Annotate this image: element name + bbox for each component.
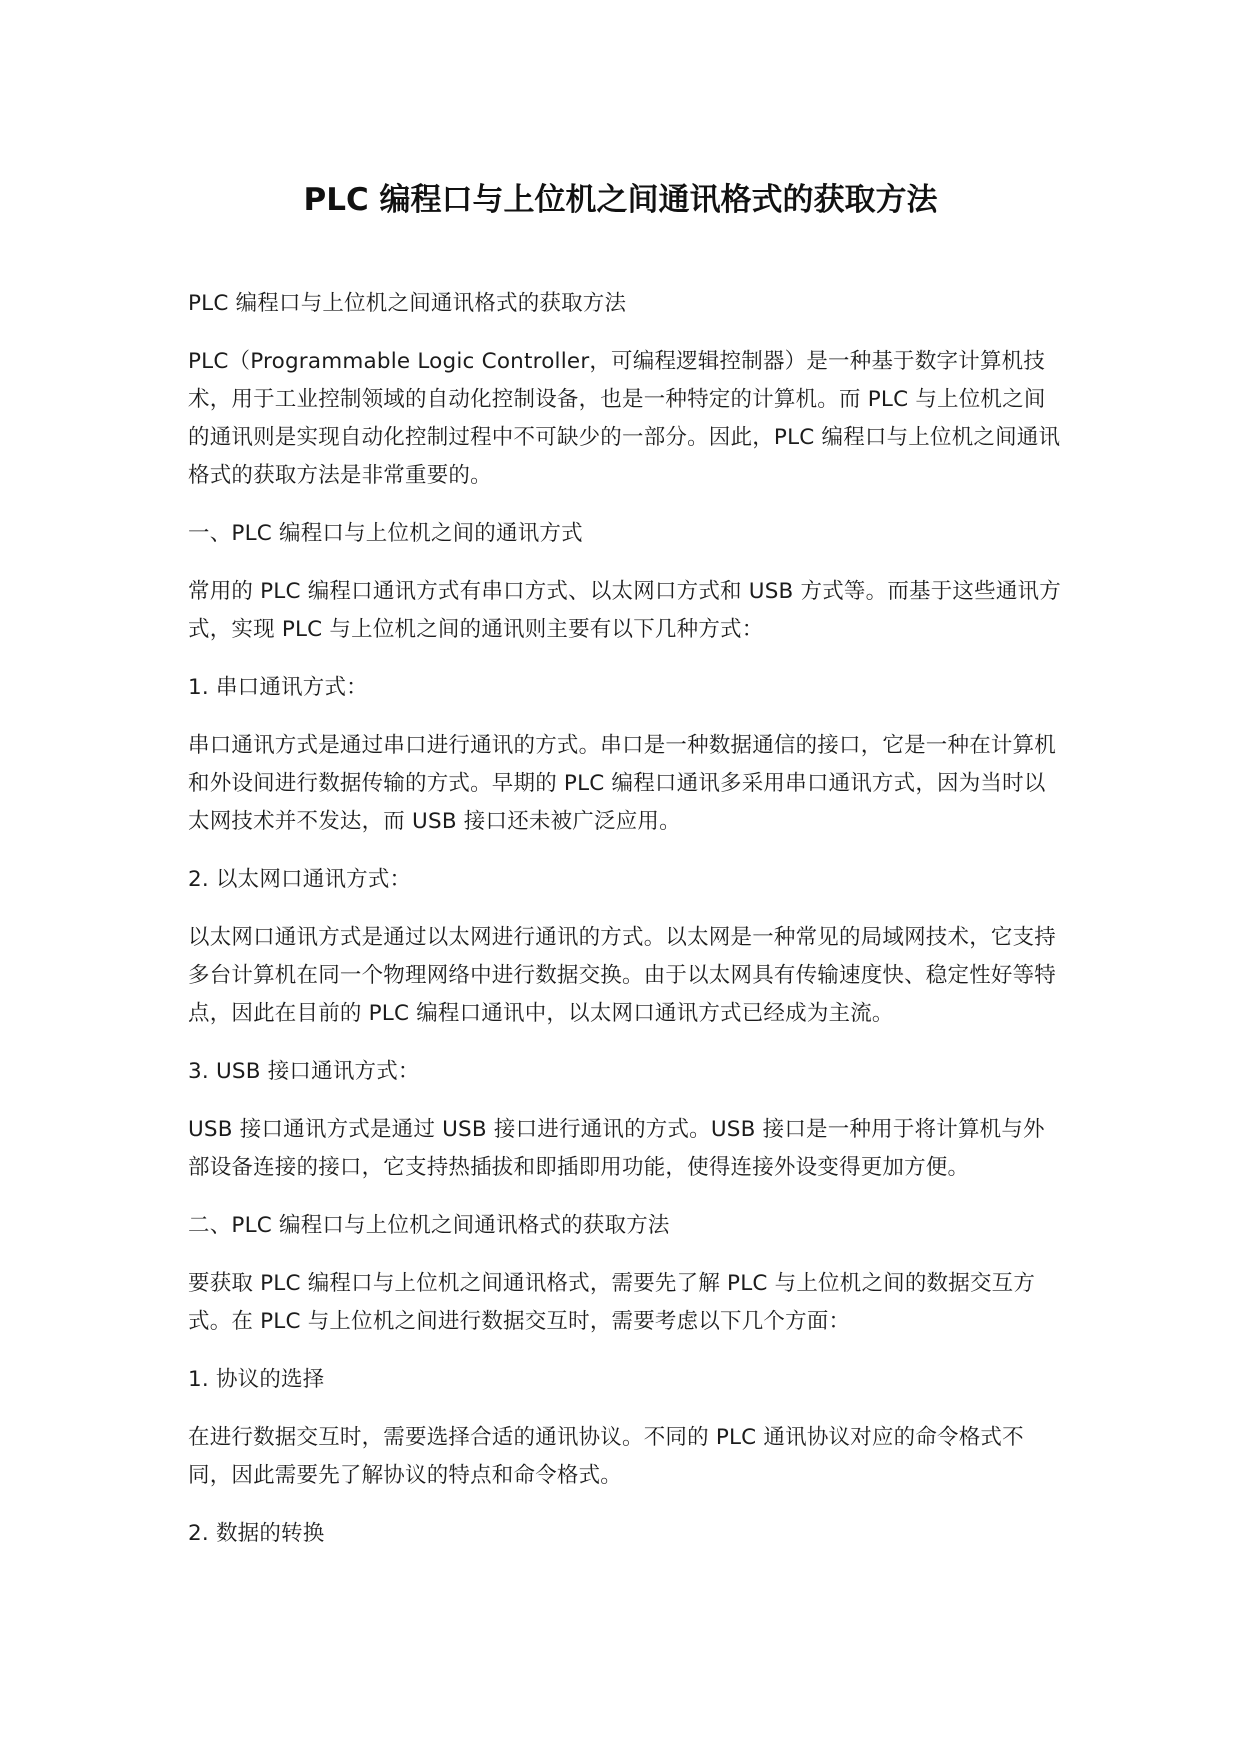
paragraph-protocol: 在进行数据交互时，需要选择合适的通讯协议。不同的 PLC 通讯协议对应的命令格式不同，因此需要先了解协议的特点和命令格式。 <box>188 1425 1024 1488</box>
subheading-ethernet: 2. 以太网口通讯方式： <box>188 867 412 892</box>
document-title: PLC 编程口与上位机之间通讯格式的获取方法 <box>303 182 938 218</box>
paragraph-intro: PLC（Programmable Logic Controller，可编程逻辑控制器）是一种基于数字计算机技术，用于工业控制领域的自动化控制设备，也是一种特定的计算机。而 PLC 与上位机之间的通讯则是实现自动化控制过程中不可缺少的一部分。因此，PLC 编程口与上位机之间通讯格式的获取方法是非常重要的。 <box>188 349 1061 488</box>
paragraph-methods-overview: 常用的 PLC 编程口通讯方式有串口方式、以太网口方式和 USB 方式等。而基于这些通讯方式，实现 PLC 与上位机之间的通讯则主要有以下几种方式： <box>188 579 1061 642</box>
paragraph-usb: USB 接口通讯方式是通过 USB 接口进行通讯的方式。USB 接口是一种用于将计算机与外部设备连接的接口，它支持热插拔和即插即用功能，使得连接外设变得更加方便。 <box>188 1117 1045 1180</box>
paragraph-serial: 串口通讯方式是通过串口进行通讯的方式。串口是一种数据通信的接口，它是一种在计算机和外设间进行数据传输的方式。早期的 PLC 编程口通讯多采用串口通讯方式，因为当时以太网技术并不发达，而 USB 接口还未被广泛应用。 <box>188 733 1057 834</box>
section-heading-format-acquisition: 二、PLC 编程口与上位机之间通讯格式的获取方法 <box>188 1213 670 1238</box>
subheading-serial: 1. 串口通讯方式： <box>188 675 368 700</box>
subheading-data-conversion: 2. 数据的转换 <box>188 1521 325 1546</box>
paragraph-format-overview: 要获取 PLC 编程口与上位机之间通讯格式，需要先了解 PLC 与上位机之间的数据交互方式。在 PLC 与上位机之间进行数据交互时，需要考虑以下几个方面： <box>188 1271 1036 1334</box>
paragraph-subtitle: PLC 编程口与上位机之间通讯格式的获取方法 <box>188 291 627 316</box>
paragraph-ethernet: 以太网口通讯方式是通过以太网进行通讯的方式。以太网是一种常见的局域网技术，它支持多台计算机在同一个物理网络中进行数据交换。由于以太网具有传输速度快、稳定性好等特点，因此在目前的 PLC 编程口通讯中，以太网口通讯方式已经成为主流。 <box>188 925 1057 1026</box>
subheading-usb: 3. USB 接口通讯方式： <box>188 1059 420 1084</box>
section-heading-communication-methods: 一、PLC 编程口与上位机之间的通讯方式 <box>188 521 583 546</box>
subheading-protocol: 1. 协议的选择 <box>188 1367 325 1392</box>
document-body <box>188 285 1063 1573</box>
